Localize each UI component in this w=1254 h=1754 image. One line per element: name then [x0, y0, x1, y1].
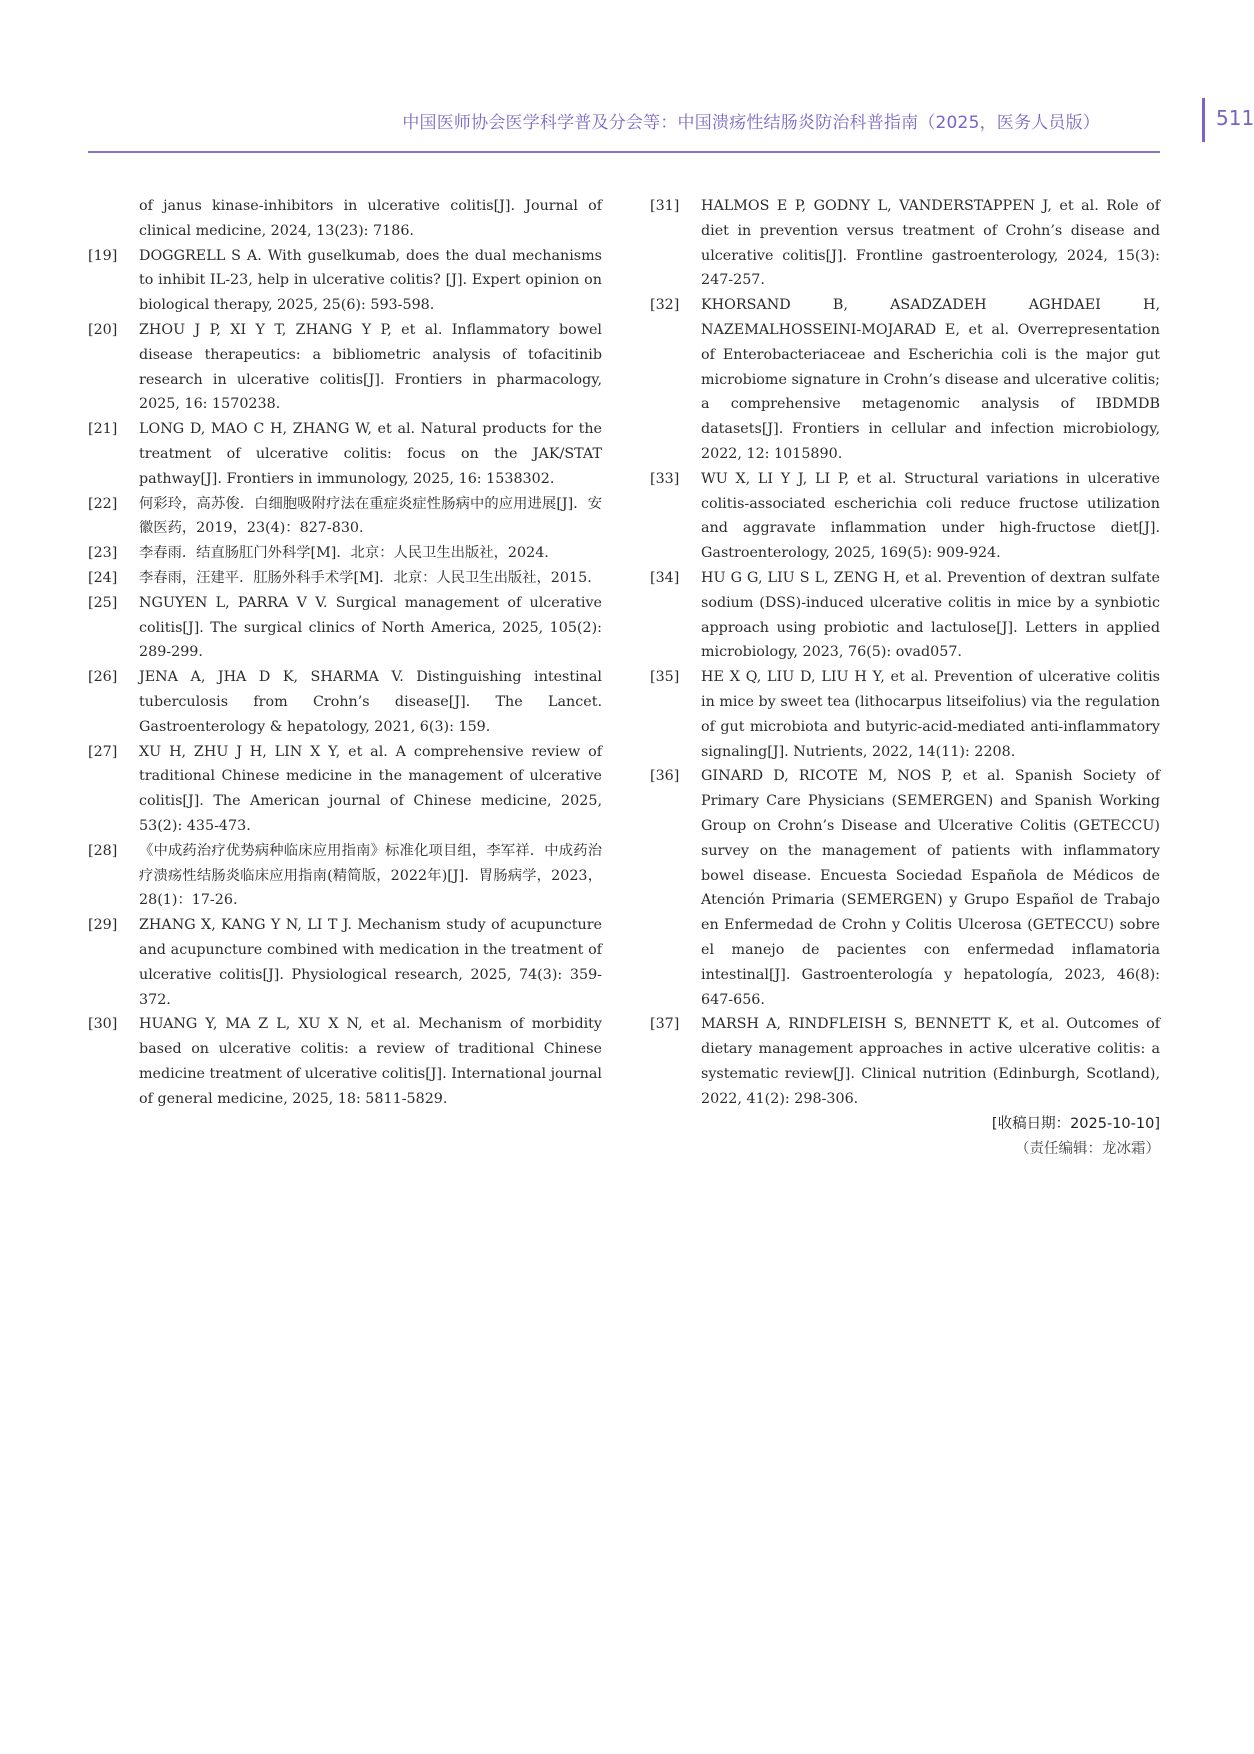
- reference-text: HU G G, LIU S L, ZENG H, et al. Prevention of dextran sulfate sodium (DSS)-induced ulcerative colitis in mice by a synbiotic approach using probiotic and lactulose[J]. Letters in applied microbiology, 2023, 76(5): ovad057.: [701, 569, 1160, 661]
- reference-number: [36]: [650, 768, 680, 785]
- reference-text: JENA A, JHA D K, SHARMA V. Distinguishing intestinal tuberculosis from Crohn’s disease[J]. The Lancet. Gastroenterology & hepatology, 2021, 6(3): 159.: [139, 669, 602, 735]
- reference-text: 何彩玲，高苏俊．白细胞吸附疗法在重症炎症性肠病中的应用进展[J]．安徽医药，2019，23(4)：827-830.: [139, 495, 602, 537]
- reference-text: DOGGRELL S A. With guselkumab, does the dual mechanisms to inhibit IL-23, help in ulcerative colitis? [J]. Expert opinion on biological therapy, 2025, 25(6): 593-598.: [139, 247, 602, 314]
- reference-item: [650, 764, 1160, 1012]
- reference-number: [35]: [650, 669, 680, 686]
- reference-item: [650, 1012, 1160, 1111]
- reference-text: HALMOS E P, GODNY L, VANDERSTAPPEN J, et al. Role of diet in prevention versus treatment of Crohn’s disease and ulcerative colitis[J]. Frontline gastroenterology, 2024, 15(3): 247-257.: [701, 198, 1160, 289]
- reference-item: [650, 194, 1160, 293]
- reference-item: [88, 665, 602, 739]
- reference-text: of janus kinase-inhibitors in ulcerative colitis[J]. Journal of clinical medicine, 2024, 13(23): 7186.: [139, 198, 602, 239]
- reference-number: [19]: [88, 247, 118, 264]
- received-date: [收稿日期：2025-10-10]: [991, 1116, 1160, 1133]
- reference-item: [650, 293, 1160, 467]
- reference-text: KHORSAND B, ASADZADEH AGHDAEI H, NAZEMALHOSSEINI-MOJARAD E, et al. Overrepresentation of Enterobacteriaceae and Escherichia coli is the major gut microbiome signature in Crohn’s disease and ulcerative colitis; a comprehensive metagenomic analysis of IBDMDB datasets[J]. Frontiers in cellular and infection microbiology, 2022, 12: 1015890.: [701, 297, 1160, 462]
- left-column: [88, 194, 602, 1111]
- reference-text: HUANG Y, MA Z L, XU X N, et al. Mechanism of morbidity based on ulcerative colitis: a review of traditional Chinese medicine treatment of ulcerative colitis[J]. International journal of general medicine, 2025, 18: 5811-5829.: [139, 1016, 602, 1107]
- reference-text: 李春雨．结直肠肛门外科学[M]．北京：人民卫生出版社，2024.: [139, 545, 549, 562]
- reference-text: NGUYEN L, PARRA V V. Surgical management of ulcerative colitis[J]. The surgical clinics of North America, 2025, 105(2): 289-299.: [139, 594, 602, 661]
- header-rule: [88, 151, 1160, 153]
- responsible-editor: （责任编辑：龙冰霜）: [1015, 1141, 1160, 1158]
- header-title: 中国医师协会医学科学普及分会等：中国溃疡性结肠炎防治科普指南（2025，医务人员版）: [402, 113, 1100, 133]
- reference-number: [29]: [88, 917, 118, 934]
- reference-number: [30]: [88, 1016, 118, 1033]
- reference-item: [88, 839, 602, 913]
- reference-text: 《中成药治疗优势病种临床应用指南》标准化项目组，李军祥．中成药治疗溃疡性结肠炎临床应用指南(精简版，2022年)[J]．胃肠病学，2023，28(1)：17-26.: [139, 842, 602, 909]
- reference-item: [650, 566, 1160, 665]
- header-divider: [1202, 98, 1205, 142]
- reference-item: [88, 1012, 602, 1111]
- right-column: [650, 194, 1160, 1162]
- reference-text: GINARD D, RICOTE M, NOS P, et al. Spanish Society of Primary Care Physicians (SEMERGEN) and Spanish Working Group on Crohn’s Disease and Ulcerative Colitis (GETECCU) survey on the management of patients with inflammatory bowel disease. Encuesta Sociedad Española de Médicos de Atención Primaria (SEMERGEN) y Grupo Español de Trabajo en Enfermedad de Crohn y Colitis Ulcerosa (GETECCU) sobre el manejo de pacientes con enfermedad inflamatoria intestinal[J]. Gastroenterología y hepatología, 2023, 46(8): 647-656.: [701, 768, 1160, 1008]
- reference-number: [32]: [650, 297, 680, 314]
- reference-text: XU H, ZHU J H, LIN X Y, et al. A comprehensive review of traditional Chinese medicine in the management of ulcerative colitis[J]. The American journal of Chinese medicine, 2025, 53(2): 435-473.: [139, 743, 602, 834]
- reference-number: [33]: [650, 470, 680, 487]
- reference-item: [88, 194, 602, 244]
- reference-item: [88, 566, 602, 591]
- reference-number: [27]: [88, 743, 118, 760]
- reference-item: [88, 913, 602, 1012]
- reference-item: [88, 541, 602, 566]
- reference-item: [88, 318, 602, 417]
- reference-number: [37]: [650, 1016, 680, 1033]
- reference-text: 李春雨，汪建平．肛肠外科手术学[M]．北京：人民卫生出版社，2015.: [139, 569, 592, 586]
- reference-number: [21]: [88, 421, 118, 438]
- reference-number: [34]: [650, 569, 680, 586]
- reference-item: [650, 665, 1160, 764]
- reference-item: [88, 244, 602, 318]
- reference-item: [88, 591, 602, 665]
- reference-text: HE X Q, LIU D, LIU H Y, et al. Prevention of ulcerative colitis in mice by sweet tea (lithocarpus litseifolius) via the regulation of gut microbiota and butyric-acid-mediated anti-inflammatory signaling[J]. Nutrients, 2022, 14(11): 2208.: [701, 669, 1160, 760]
- reference-number: [31]: [650, 198, 680, 214]
- reference-text: LONG D, MAO C H, ZHANG W, et al. Natural products for the treatment of ulcerative colitis: focus on the JAK/STAT pathway[J]. Frontiers in immunology, 2025, 16: 1538302.: [139, 421, 602, 487]
- reference-number: [22]: [88, 495, 118, 512]
- reference-item: [650, 467, 1160, 566]
- reference-item: [88, 492, 602, 542]
- reference-text: WU X, LI Y J, LI P, et al. Structural variations in ulcerative colitis-associated escherichia coli reduce fructose utilization and aggravate inflammation under high-fructose diet[J]. Gastroenterology, 2025, 169(5): 909-924.: [701, 470, 1160, 562]
- reference-text: ZHOU J P, XI Y T, ZHANG Y P, et al. Inflammatory bowel disease therapeutics: a bibliometric analysis of tofacitinib research in ulcerative colitis[J]. Frontiers in pharmacology, 2025, 16: 1570238.: [139, 321, 602, 413]
- reference-text: MARSH A, RINDFLEISH S, BENNETT K, et al. Outcomes of dietary management approaches in active ulcerative colitis: a systematic review[J]. Clinical nutrition (Edinburgh, Scotland), 2022, 41(2): 298-306.: [701, 1016, 1160, 1107]
- reference-text: ZHANG X, KANG Y N, LI T J. Mechanism study of acupuncture and acupuncture combined with medication in the treatment of ulcerative colitis[J]. Physiological research, 2025, 74(3): 359-372.: [139, 917, 602, 1008]
- reference-item: [88, 740, 602, 839]
- reference-number: [20]: [88, 321, 118, 338]
- reference-number: [23]: [88, 545, 118, 562]
- reference-number: [28]: [88, 842, 118, 859]
- reference-number: [26]: [88, 669, 118, 686]
- page-number: 511: [1216, 106, 1254, 130]
- reference-item: [88, 417, 602, 491]
- reference-number: [25]: [88, 594, 118, 611]
- running-header: [88, 98, 1254, 146]
- reference-number: [24]: [88, 569, 118, 586]
